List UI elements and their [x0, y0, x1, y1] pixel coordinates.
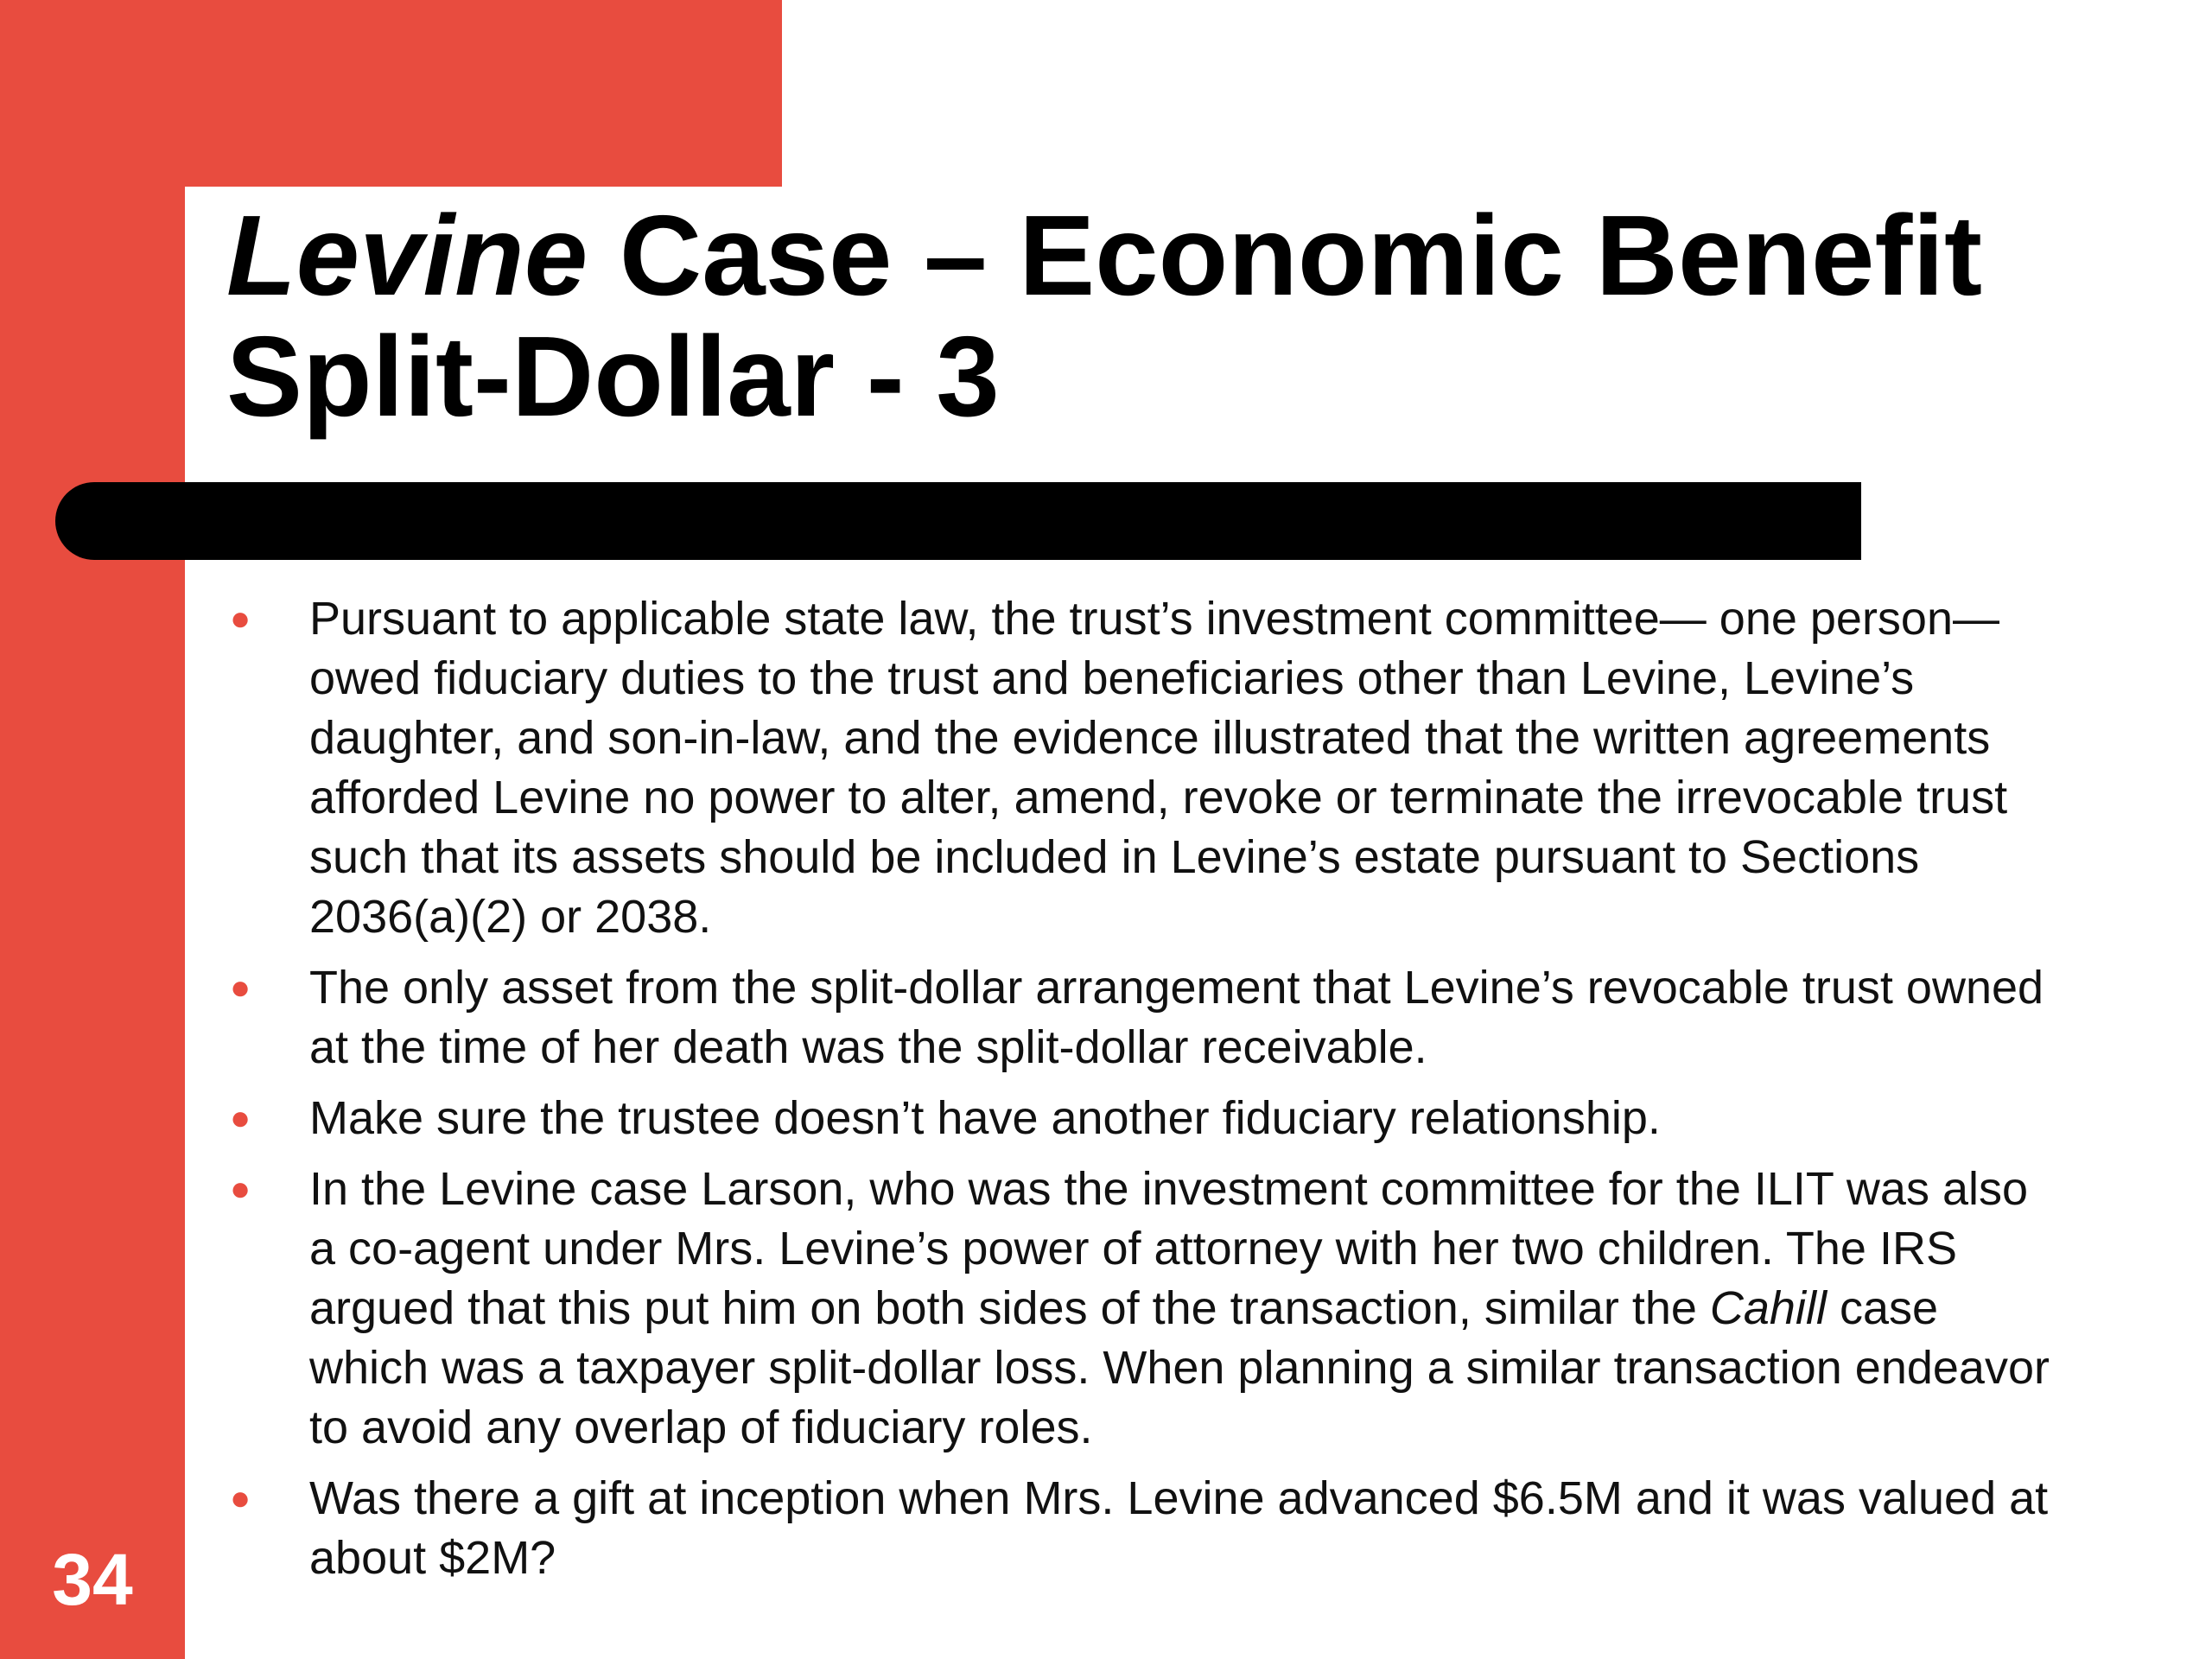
title-italic-case-name: Levine	[226, 192, 588, 319]
title-line-1-rest: Case – Economic Benefit	[588, 192, 1983, 319]
top-accent-block	[0, 0, 782, 187]
title-divider-bar	[55, 482, 1861, 560]
bullet-item	[226, 1089, 2067, 1148]
bullet-dot-icon: ●	[230, 600, 251, 638]
bullet-item	[226, 1469, 2067, 1588]
bullet-dot-icon: ●	[230, 1479, 251, 1517]
title-line-1	[226, 192, 2084, 319]
bullet-list	[226, 589, 2067, 1599]
title-line-2: Split-Dollar - 3	[226, 313, 1000, 440]
bullet-item	[226, 1160, 2067, 1458]
bullet-text: Make sure the trustee doesn’t have another fiduciary relationship.	[309, 1092, 1661, 1144]
bullet-text: Was there a gift at inception when Mrs. Levine advanced $6.5M and it was valued at about $2M?	[309, 1472, 2049, 1584]
bullet-dot-icon: ●	[230, 1170, 251, 1208]
bullet-text: The only asset from the split-dollar arrangement that Levine’s revocable trust owned at the time of her death was the split-dollar receivable.	[309, 962, 2044, 1073]
slide-number: 34	[52, 1539, 133, 1620]
bullet-dot-icon: ●	[230, 1099, 251, 1137]
bullet-item	[226, 589, 2067, 947]
bullet-text: Pursuant to applicable state law, the trust’s investment committee— one person—owed fiduciary duties to the trust and beneficiaries other than Levine, Levine’s daughter, and son-in-law, and the evidence illustrated that the written agreements afforded Levine no power to alter, amend, revoke or terminate the irrevocable trust such that its assets should be included in Levine’s estate pursuant to Sections 2036(a)(2) or 2038.	[309, 593, 2008, 943]
bullet-text-before: In the Levine case Larson, who was the investment committee for the ILIT was also a co-agent under Mrs. Levine’s power of attorney with her two children. The IRS argued that this put him on both sides of the transaction, similar the	[309, 1163, 2029, 1334]
bullet-italic-case-name: Cahill	[1709, 1282, 1827, 1334]
left-accent-bar	[0, 0, 185, 1659]
bullet-dot-icon: ●	[230, 969, 251, 1007]
bullet-text-after: case which was a taxpayer split-dollar loss. When planning a similar transaction endeavor to avoid any overlap of fiduciary roles.	[309, 1282, 2050, 1453]
bullet-item	[226, 958, 2067, 1077]
slide-title	[226, 192, 2084, 440]
